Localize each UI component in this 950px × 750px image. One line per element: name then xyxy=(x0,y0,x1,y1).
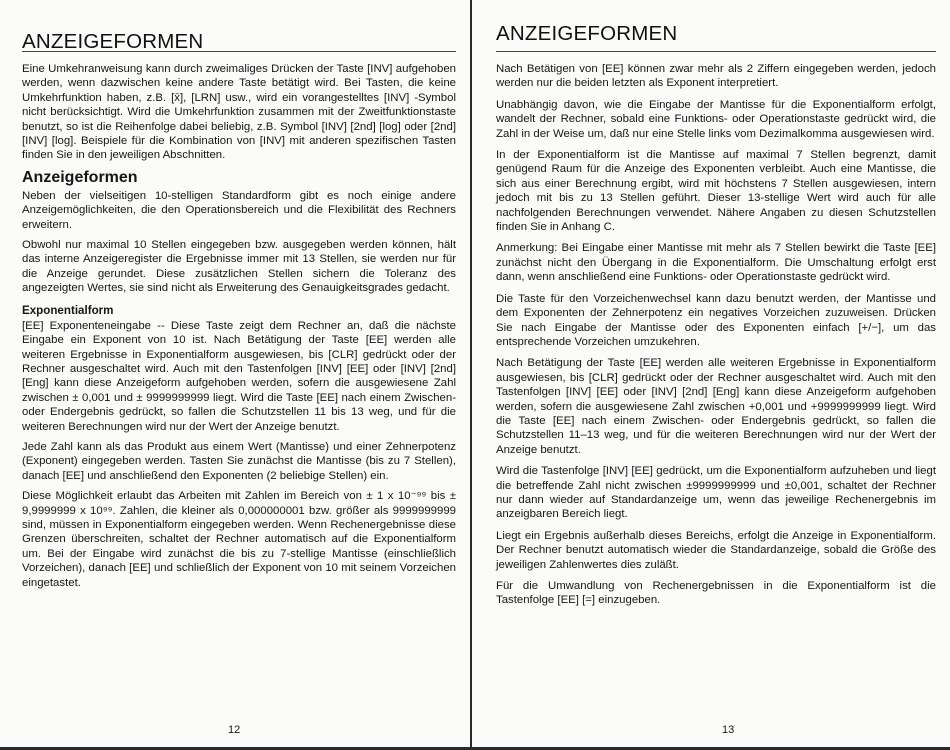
paragraph: Diese Möglichkeit erlaubt das Arbeiten mit Zahlen im Bereich von ± 1 x 10⁻⁹⁹ bis ± 9,9999999 x 10⁹⁹. Zahlen, die kleiner als 0,000000001 bzw. größer als 9999999999 sind, müssen in Exponentialform eingegeben werden. Wenn Rechenergebnisse diese Grenzen überschreiten, schaltet der Rechner automatisch auf die Exponentialform um. Bei der Eingabe wird zunächst die bis zu 7-stellige Mantisse (einschließlich Vorzeichen), danach [EE] und schließlich der Exponent von 10 mit seinem Vorzeichen eingetastet. xyxy=(22,490,456,589)
right-page xyxy=(474,0,950,750)
page-header: ANZEIGEFORMEN xyxy=(496,0,936,52)
paragraph: Jede Zahl kann als das Produkt aus einem Wert (Mantisse) und einer Zehnerpotenz (Exponent) eingegeben werden. Tasten Sie zunächst die Mantisse (bis zu 7 Stellen), danach [EE] und anschließend den Exponenten (2 beliebige Stellen) ein. xyxy=(22,440,456,482)
paragraph: Die Taste für den Vorzeichenwechsel kann dazu benutzt werden, der Mantisse und dem Exponenten der Zehnerpotenz ein negatives Vorzeichen zuzuweisen. Drücken Sie nach Eingabe der Mantisse oder des Exponenten einfach [+/−], um das entsprechende Vorzeichen umzukehren. xyxy=(496,292,936,348)
paragraph: Für die Umwandlung von Rechenergebnissen in die Exponentialform ist die Tastenfolge [EE] [=] einzugeben. xyxy=(496,580,936,607)
page-number: 13 xyxy=(722,724,735,736)
paragraph: Liegt ein Ergebnis außerhalb dieses Bereichs, erfolgt die Anzeige in Exponentialform. Der Rechner benutzt automatisch wieder die Standardanzeige, sobald die Größe des jeweiligen Zahlenwertes dies zuläßt. xyxy=(496,529,936,571)
paragraph: Nach Betätigung der Taste [EE] werden alle weiteren Ergebnisse in Exponentialform ausgewiesen, bis [CLR] gedrückt oder der Rechner ausgeschaltet wird. Auch mit den Tastenfolgen [INV] [EE] oder [INV] [2nd] [Eng] kann diese Anzeigeform aufgehoben werden, sofern die ausgewiesene Zahl zwischen +0,001 und +9999999999 liegt. Wird die Taste [EE] nach einem Zwischen- oder Endergebnis gedrückt, so fallen die Schutzstellen 11–13 weg, und für die weiteren Berechnungen wird nur der Wert der Anzeige benutzt. xyxy=(496,357,936,456)
page-number: 12 xyxy=(228,724,241,736)
paragraph: Obwohl nur maximal 10 Stellen eingegeben bzw. ausgegeben werden können, hält das interne Anzeigeregister die Ergebnisse immer mit 13 Stellen, sie werden nur für die Anzeige gerundet. Diese zusätzlichen Stellen sichern die Toleranz des angezeigten Wertes, sie sind nicht als Erweiterung des Genauigkeitsgrades gedacht. xyxy=(22,239,456,295)
paragraph: Nach Betätigen von [EE] können zwar mehr als 2 Ziffern eingegeben werden, jedoch werden nur die beiden letzten als Exponent interpretiert. xyxy=(496,63,936,90)
page-header: ANZEIGEFORMEN xyxy=(22,0,456,52)
left-page xyxy=(0,0,472,750)
paragraph: Eine Umkehranweisung kann durch zweimaliges Drücken der Taste [INV] aufgehoben werden, wenn dazwischen keine andere Taste betätigt wird. Bei Tasten, die keine Umkehrfunktion haben, z.B. [x̄], [LRN] usw., wird ein vorangestelltes [INV] -Symbol nicht berücksichtigt. Wird die Umkehrfunktion zusammen mit der Zweitfunktionstaste benutzt, so ist die Reihenfolge dabei beliebig, z.B. Symbol [INV] [2nd] [log] oder [2nd] [INV] [log]. Beispiele für die Kombination von [INV] mit anderen spezifischen Tasten finden Sie in den jeweiligen Abschnitten. xyxy=(22,63,456,162)
paragraph: Wird die Tastenfolge [INV] [EE] gedrückt, um die Exponentialform aufzuheben und liegt die betreffende Zahl nicht zwischen ±9999999999 und ±0,001, schaltet der Rechner nur dann wieder auf Standardanzeige um, wenn das jeweilige Rechenergebnis im anzeigbaren Bereich liegt. xyxy=(496,465,936,521)
subsection-heading: Exponentialform xyxy=(22,303,114,317)
paragraph: Anmerkung: Bei Eingabe einer Mantisse mit mehr als 7 Stellen bewirkt die Taste [EE] zunächst nicht den Übergang in die Exponentialform. Die Umschaltung erfolgt erst dann, wenn anschließend eine Funktions- oder Operationstaste gedrückt wird. xyxy=(496,242,936,284)
paragraph: In der Exponentialform ist die Mantisse auf maximal 7 Stellen begrenzt, damit genügend Raum für die Anzeige des Exponenten verbleibt. Auch eine Mantisse, die sich aus einer Berechnung ergibt, wird mit höchstens 7 Stellen ausgewiesen, intern jedoch mit bis zu 13 Stellen geführt. Dieser 13-stellige Wert wird auch für alle nachfolgenden Berechnungen verwendet. Nähere Angaben zu diesen Schutzstellen finden Sie in Anhang C. xyxy=(496,149,936,234)
section-heading: Anzeigeformen xyxy=(22,168,138,186)
paragraph: [EE] Exponenteneingabe -- Diese Taste zeigt dem Rechner an, daß die nächste Eingabe ein Exponent von 10 ist. Nach Betätigung der Taste [EE] werden alle weiteren Ergebnisse in Exponentialform ausgewiesen, bis [CLR] gedrückt oder der Rechner ausgeschaltet wird. Auch mit den Tastenfolgen [INV] [EE] oder [INV] [2nd] [Eng] kann diese Anzeigeform aufgehoben werden, sofern die ausgewiesene Zahl zwischen ± 0,001 und ± 9999999999 liegt. Wird die Taste [EE] nach einem Zwischen- oder Endergebnis gedrückt, so fallen die Schutzstellen 11 bis 13 weg, und für die weiteren Berechnungen wird nur der Wert der Anzeige benutzt. xyxy=(22,319,456,433)
paragraph: Unabhängig davon, wie die Eingabe der Mantisse für die Exponentialform erfolgt, wandelt der Rechner, sobald eine Funktions- oder Operationstaste gedrückt wird, die Zahl in der Weise um, daß nur eine Stelle links vom Dezimalkomma ausgewiesen wird. xyxy=(496,98,936,140)
paragraph: Neben der vielseitigen 10-stelligen Standardform gibt es noch einige andere Anzeigemöglichkeiten, die den Operationsbereich und die Flexibilität des Rechners erweitern. xyxy=(22,189,456,231)
